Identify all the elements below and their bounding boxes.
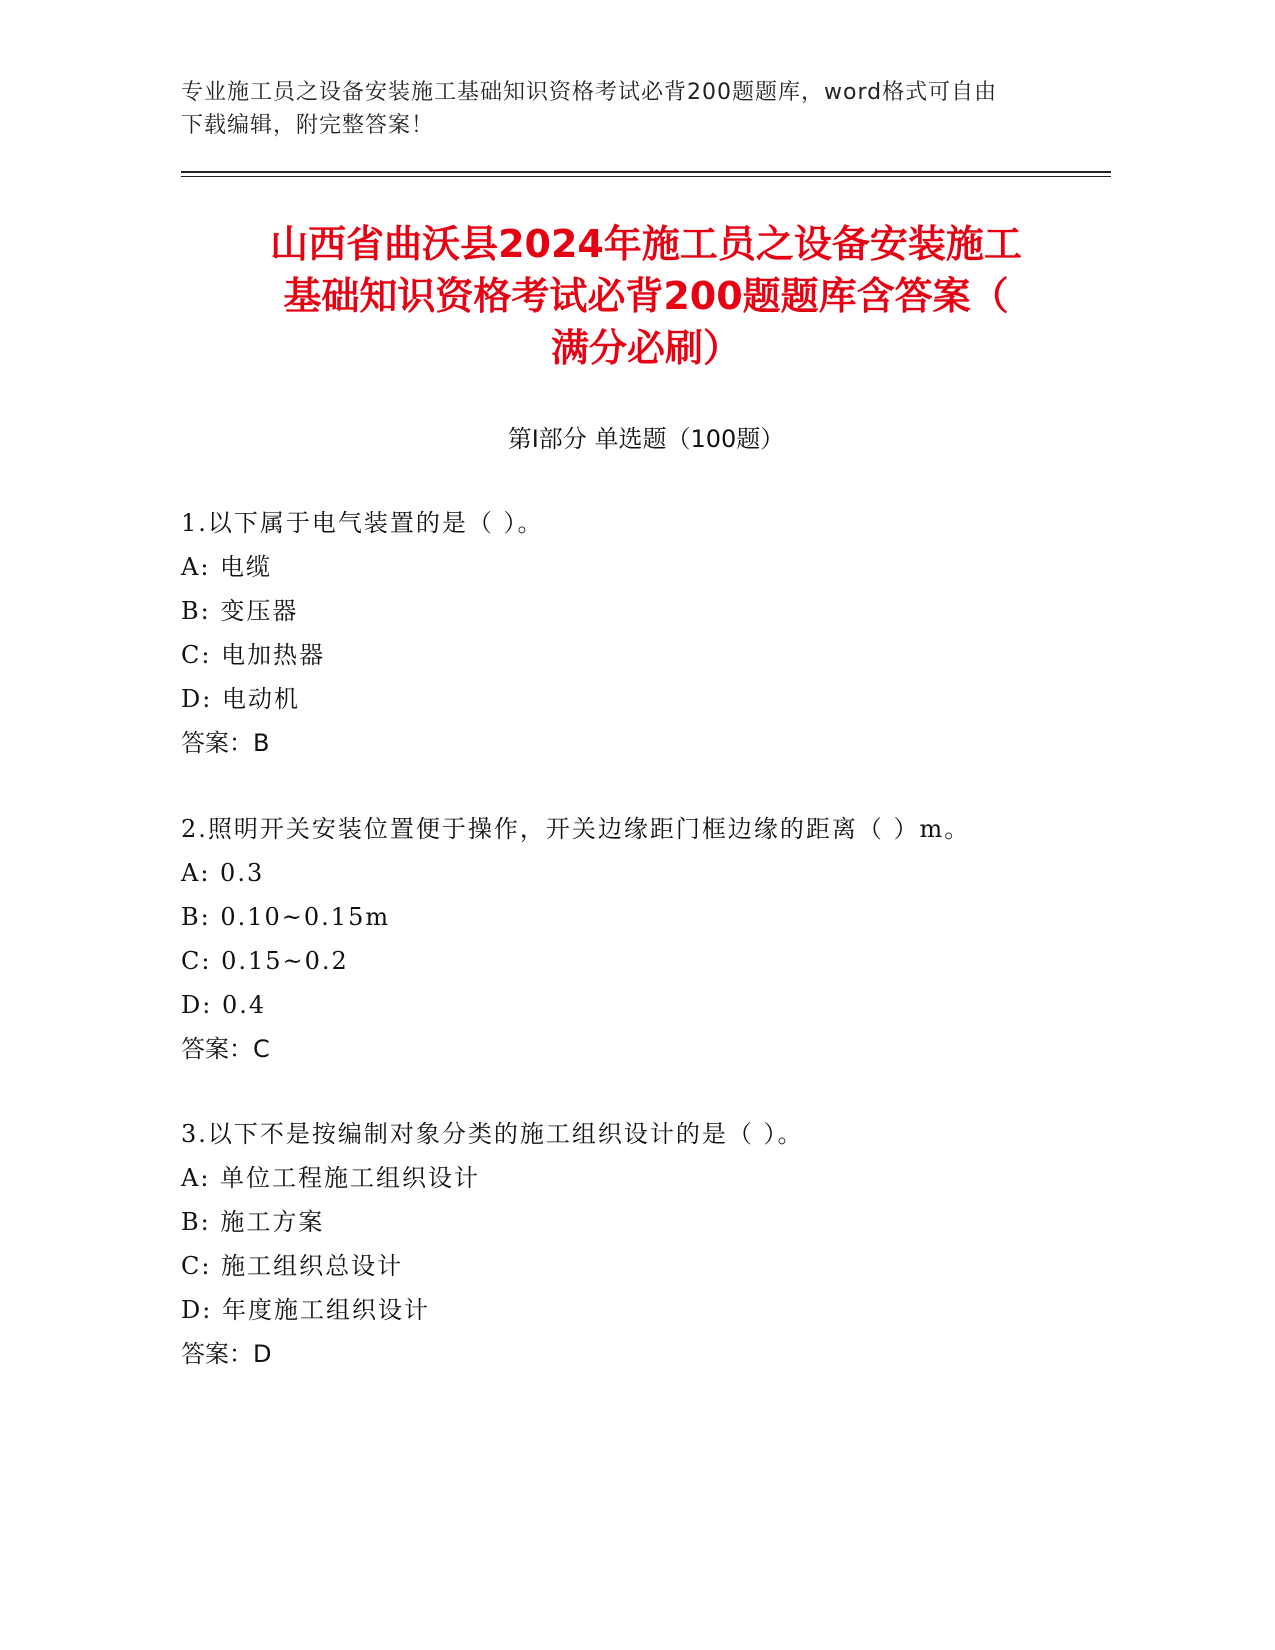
- option-a: A: 单位工程施工组织设计: [181, 1164, 481, 1192]
- option-d: D: 电动机: [181, 685, 300, 713]
- header-note-line2: 下载编辑，附完整答案！: [181, 113, 435, 138]
- header-note-line1: 专业施工员之设备安装施工基础知识资格考试必背200题题库，word格式可自由: [181, 80, 998, 105]
- title-line2: 基础知识资格考试必背200题题库含答案（: [283, 274, 1009, 318]
- option-b: B: 0.10~0.15m: [181, 903, 391, 931]
- option-a: A: 0.3: [181, 859, 265, 887]
- title-line3: 满分必刷）: [550, 326, 741, 370]
- question-1: [181, 508, 1111, 772]
- title-line1: 山西省曲沃县2024年施工员之设备安装施工: [270, 222, 1022, 266]
- question-stem: 3.以下不是按编制对象分类的施工组织设计的是（ ）。: [181, 1120, 804, 1148]
- option-b: B: 变压器: [181, 597, 299, 625]
- header-divider: [181, 171, 1111, 177]
- answer: 答案：D: [181, 1340, 272, 1368]
- question-2: [181, 814, 1111, 1078]
- header-note: [181, 76, 1061, 142]
- option-b: B: 施工方案: [181, 1208, 325, 1236]
- answer: 答案：C: [181, 1035, 270, 1063]
- question-stem: 2.照明开关安装位置便于操作，开关边缘距门框边缘的距离（ ）m。: [181, 815, 971, 843]
- option-d: D: 年度施工组织设计: [181, 1296, 430, 1324]
- option-a: A: 电缆: [181, 553, 273, 581]
- document-title: [181, 218, 1111, 374]
- question-stem: 1.以下属于电气装置的是（ ）。: [181, 509, 544, 537]
- option-c: C: 电加热器: [181, 641, 326, 669]
- option-c: C: 0.15~0.2: [181, 947, 349, 975]
- section-heading: 第Ⅰ部分 单选题（100题）: [507, 425, 785, 453]
- answer: 答案：B: [181, 729, 270, 757]
- question-3: [181, 1119, 1111, 1383]
- option-d: D: 0.4: [181, 991, 267, 1019]
- option-c: C: 施工组织总设计: [181, 1252, 404, 1280]
